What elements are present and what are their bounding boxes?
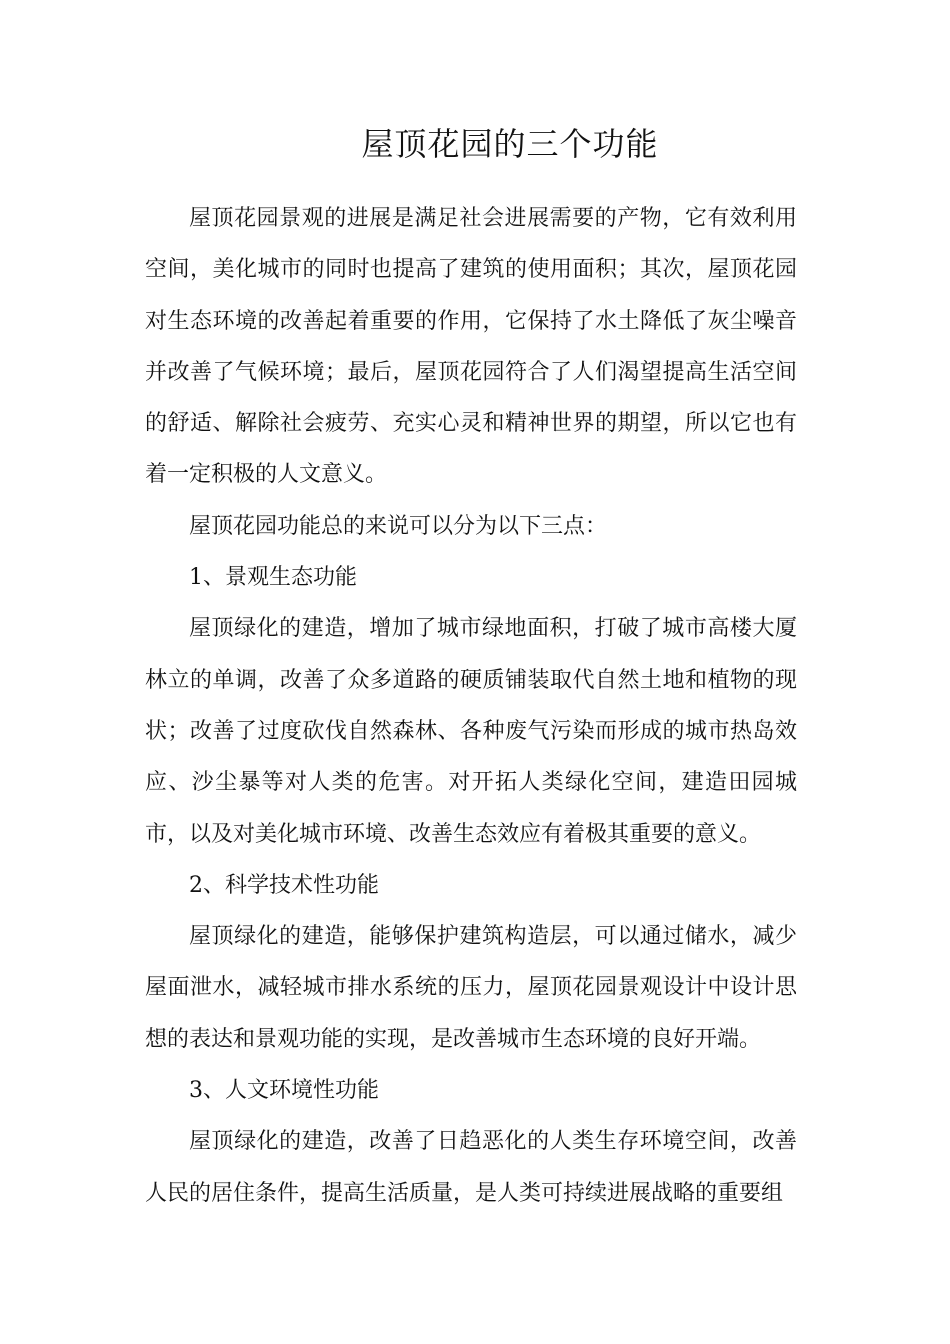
document-body bbox=[145, 193, 797, 1219]
section-heading-2: 2、科学技术性功能 bbox=[189, 872, 379, 898]
document-title: 屋顶花园的三个功能 bbox=[361, 125, 659, 163]
paragraph-humanities: 屋顶绿化的建造，改善了日趋恶化的人类生存环境空间，改善人民的居住条件，提高生活质量，是人类可持续进展战略的重要组 bbox=[145, 1129, 797, 1206]
section-heading-3: 3、人文环境性功能 bbox=[189, 1078, 379, 1104]
section-heading-1: 1、景观生态功能 bbox=[189, 565, 357, 591]
paragraph-intro: 屋顶花园景观的进展是满足社会进展需要的产物，它有效利用空间，美化城市的同时也提高了建筑的使用面积；其次，屋顶花园对生态环境的改善起着重要的作用，它保持了水土降低了灰尘噪音并改善了气候环境；最后，屋顶花园符合了人们渴望提高生活空间的舒适、解除社会疲劳、充实心灵和精神世界的期望，所以它也有着一定积极的人文意义。 bbox=[145, 206, 797, 488]
paragraph-technology: 屋顶绿化的建造，能够保护建筑构造层，可以通过储水，减少屋面泄水，减轻城市排水系统的压力，屋顶花园景观设计中设计思想的表达和景观功能的实现，是改善城市生态环境的良好开端。 bbox=[145, 924, 797, 1052]
paragraph-summary: 屋顶花园功能总的来说可以分为以下三点： bbox=[189, 513, 608, 539]
paragraph-landscape-ecology: 屋顶绿化的建造，增加了城市绿地面积，打破了城市高楼大厦林立的单调，改善了众多道路的硬质铺装取代自然土地和植物的现状；改善了过度砍伐自然森林、各种废气污染而形成的城市热岛效应、沙尘暴等对人类的危害。对开拓人类绿化空间，建造田园城市，以及对美化城市环境、改善生态效应有着极其重要的意义。 bbox=[145, 616, 797, 847]
